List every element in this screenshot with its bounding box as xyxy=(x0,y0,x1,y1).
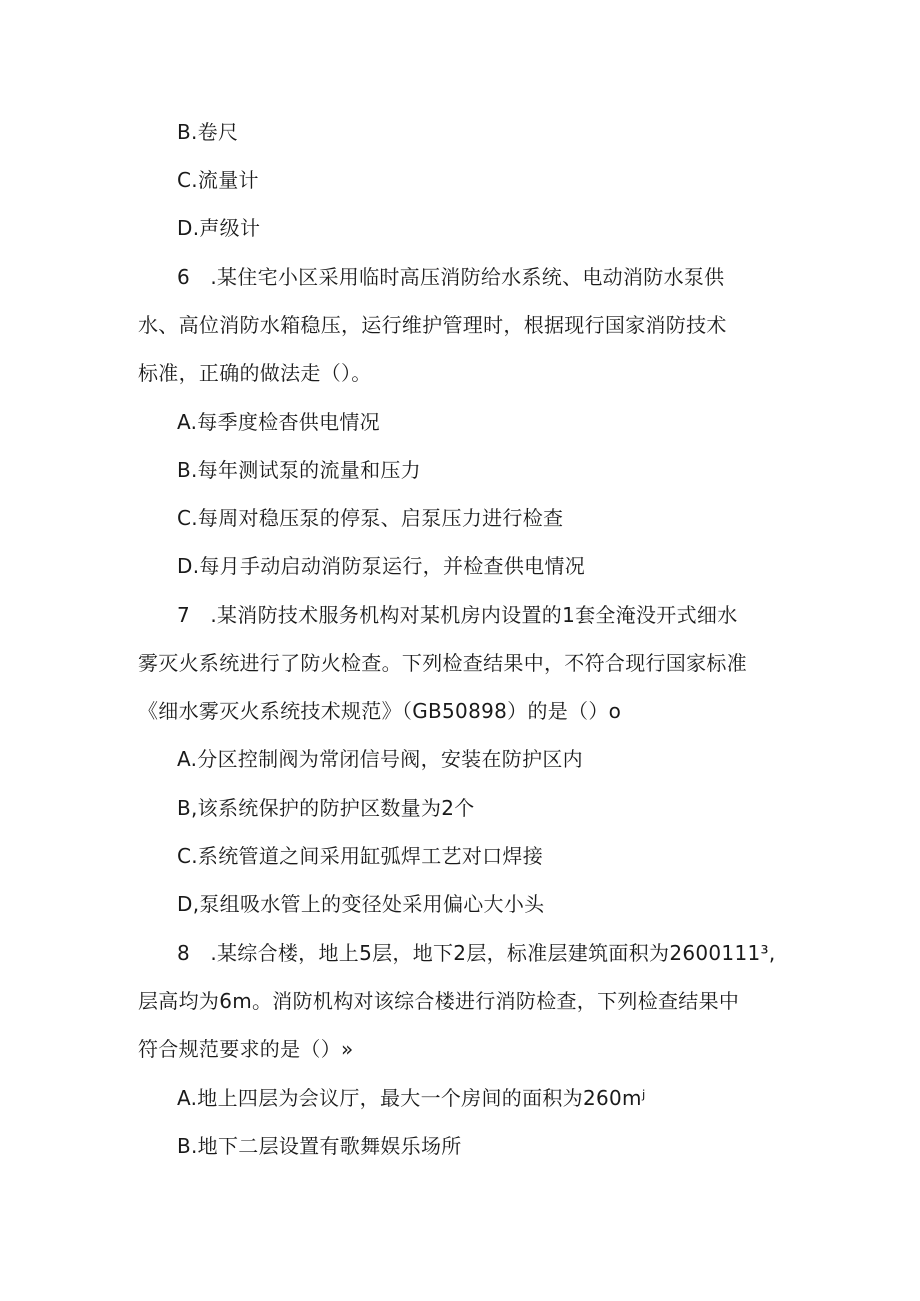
question-8-line-3: 符合规范要求的是（）» xyxy=(138,1037,354,1061)
question-7-option-d: D,泵组吸水管上的变径处采用偏心大小头 xyxy=(177,892,545,916)
question-7-line-2: 雾灭火系统进行了防火检查。下列检查结果中，不符合现行国家标准 xyxy=(138,651,747,675)
option-d-sound-level-meter: D.声级计 xyxy=(177,216,261,240)
question-7-option-b: B,该系统保护的防护区数量为2个 xyxy=(177,796,475,820)
question-8-option-a: A.地上四层为会议厅，最大一个房间的面积为260mʲ xyxy=(177,1086,646,1110)
question-6-line-2: 水、高位消防水箱稳压，运行维护管理时，根据现行国家消防技术 xyxy=(138,313,727,337)
question-6-option-b: B.每年测试泵的流量和压力 xyxy=(177,458,421,482)
question-6-option-c: C.每周对稳压泵的停泵、启泵压力进行检查 xyxy=(177,506,564,530)
question-8-line-2: 层高均为6m。消防机构对该综合楼进行消防检查，下列检查结果中 xyxy=(138,989,740,1013)
question-7-option-a: A.分区控制阀为常闭信号阀，安装在防护区内 xyxy=(177,747,583,771)
question-6-line-1: 6 .某住宅小区采用临时高压消防给水系统、电动消防水泵供 xyxy=(177,265,725,289)
question-6-line-3: 标准，正确的做法走（）。 xyxy=(138,361,372,385)
question-6-option-a: A.每季度检杳供电情况 xyxy=(177,410,380,434)
question-6-option-d: D.每月手动启动消防泵运行，并检查供电情况 xyxy=(177,554,586,578)
question-8-option-b: B.地下二层设置有歌舞娱乐场所 xyxy=(177,1134,462,1158)
option-c-flow-meter: C.流量计 xyxy=(177,168,259,192)
question-7-line-3: 《细水雾灭火系统技术规范》（GB50898）的是（）o xyxy=(138,699,622,723)
question-7-option-c: C.系统管道之间采用缸弧焊工艺对口焊接 xyxy=(177,844,544,868)
question-8-line-1: 8 .某综合楼，地上5层，地下2层，标准层建筑面积为2600111³, xyxy=(177,941,776,965)
question-7-line-1: 7 .某消防技术服务机构对某机房内设置的1套全淹没开式细水 xyxy=(177,603,738,627)
option-b-tape-measure: B.卷尺 xyxy=(177,120,239,144)
